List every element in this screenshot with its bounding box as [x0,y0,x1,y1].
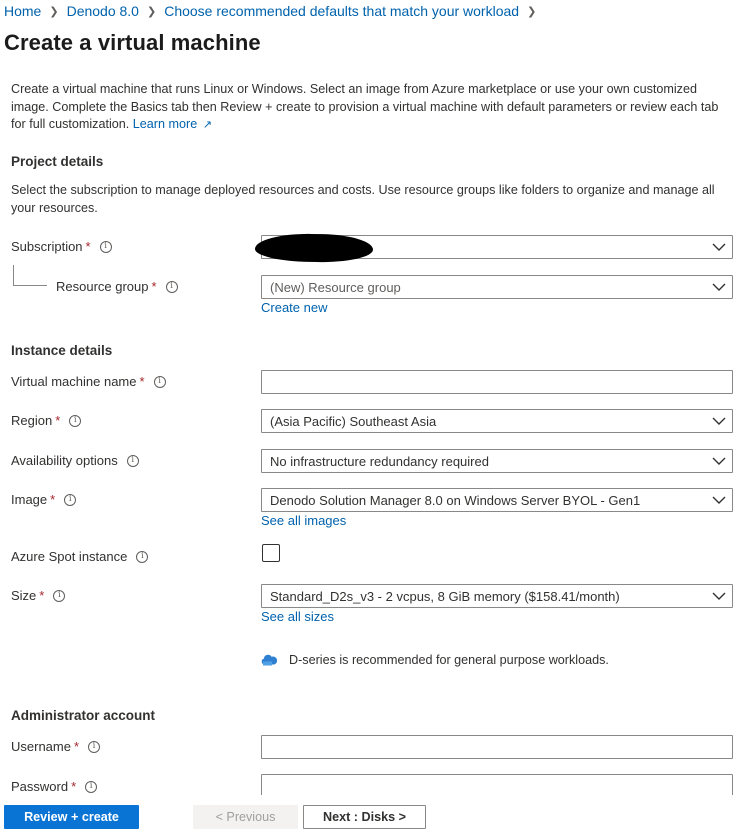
intro-description: Create a virtual machine that runs Linux or Windows. Select an image from Azure marketplace or use your own customized image. Complete the Basics tab then Review + create to provision a virtual machine with default parameters or review each tab for full customization. [11,82,719,131]
info-icon[interactable]: i [69,415,81,427]
region-label-text: Region [11,413,53,428]
password-label [11,779,97,794]
info-icon[interactable]: i [154,376,166,388]
size-label [11,588,65,603]
required-marker: * [73,739,80,754]
instance-details-heading: Instance details [11,343,113,358]
tree-connector [13,265,14,285]
required-marker: * [50,492,56,507]
cloud-icon [261,653,277,667]
required-marker: * [85,239,91,254]
chevron-down-icon [706,410,732,432]
spot-instance-label-text: Azure Spot instance [11,549,128,564]
previous-button: < Previous [193,805,298,829]
image-select[interactable] [261,488,733,512]
resource-group-label [56,279,178,294]
size-select[interactable] [261,584,733,608]
learn-more-link[interactable]: Learn more [132,117,198,131]
see-all-sizes-link[interactable]: See all sizes [261,609,334,624]
username-label-text: Username [11,739,71,754]
availability-select[interactable] [261,449,733,473]
required-marker: * [71,779,77,794]
chevron-right-icon: ❯ [49,5,59,18]
tree-connector [13,285,47,286]
image-label-text: Image [11,492,48,507]
required-marker: * [139,374,145,389]
size-recommendation-note [261,653,609,667]
info-icon[interactable]: i [136,551,148,563]
chevron-down-icon [706,450,732,472]
spot-instance-label [11,549,148,564]
info-icon[interactable]: i [88,741,100,753]
chevron-right-icon: ❯ [146,5,157,18]
availability-label-text: Availability options [11,453,118,468]
breadcrumb-home[interactable]: Home [4,3,42,19]
password-label-text: Password [11,779,69,794]
resource-group-label-text: Resource group [56,279,149,294]
subscription-label [11,239,112,254]
project-details-description: Select the subscription to manage deployed resources and costs. Use resource groups like folders to organize and manage all your resources. [11,183,715,215]
info-icon[interactable]: i [53,590,65,602]
region-select[interactable] [261,409,733,433]
availability-label [11,453,139,468]
image-label [11,492,76,507]
region-label [11,413,81,428]
info-icon[interactable]: i [64,494,76,506]
project-details-heading: Project details [11,154,104,169]
image-value: Denodo Solution Manager 8.0 on Windows Server BYOL - Gen1 [270,492,641,508]
chevron-down-icon [706,236,732,258]
see-all-images-link[interactable]: See all images [261,513,347,528]
info-icon[interactable]: i [127,455,139,467]
availability-value: No infrastructure redundancy required [270,453,489,469]
spot-instance-checkbox[interactable] [262,544,280,562]
region-value: (Asia Pacific) Southeast Asia [270,413,437,429]
review-create-button[interactable]: Review + create [4,805,139,829]
size-note-text: D-series is recommended for general purpose workloads. [289,653,609,667]
size-label-text: Size [11,588,37,603]
username-label [11,739,100,754]
resource-group-value: (New) Resource group [270,279,401,295]
resource-group-select[interactable] [261,275,733,299]
vm-name-input[interactable] [261,370,733,394]
required-marker: * [151,279,157,294]
required-marker: * [39,588,45,603]
external-link-icon[interactable]: ↗ [202,119,212,131]
chevron-down-icon [706,276,732,298]
size-value: Standard_D2s_v3 - 2 vcpus, 8 GiB memory ($158.41/month) [270,588,620,604]
breadcrumb-defaults[interactable]: Choose recommended defaults that match your workload [164,3,520,19]
info-icon[interactable]: i [85,781,97,793]
vm-name-label-text: Virtual machine name [11,374,137,389]
vm-name-label [11,374,166,389]
chevron-right-icon: ❯ [527,5,537,18]
info-icon[interactable]: i [166,281,178,293]
create-new-link[interactable]: Create new [261,300,328,315]
username-input[interactable] [261,735,733,759]
breadcrumb [4,3,544,19]
chevron-down-icon [706,585,732,607]
subscription-label-text: Subscription [11,239,83,254]
info-icon[interactable]: i [100,241,112,253]
breadcrumb-denodo[interactable]: Denodo 8.0 [66,3,139,19]
admin-account-heading: Administrator account [11,708,156,723]
intro-text [11,81,733,135]
chevron-down-icon [706,489,732,511]
next-disks-button[interactable]: Next : Disks > [303,805,426,829]
required-marker: * [55,413,61,428]
page-title: Create a virtual machine [4,30,261,55]
